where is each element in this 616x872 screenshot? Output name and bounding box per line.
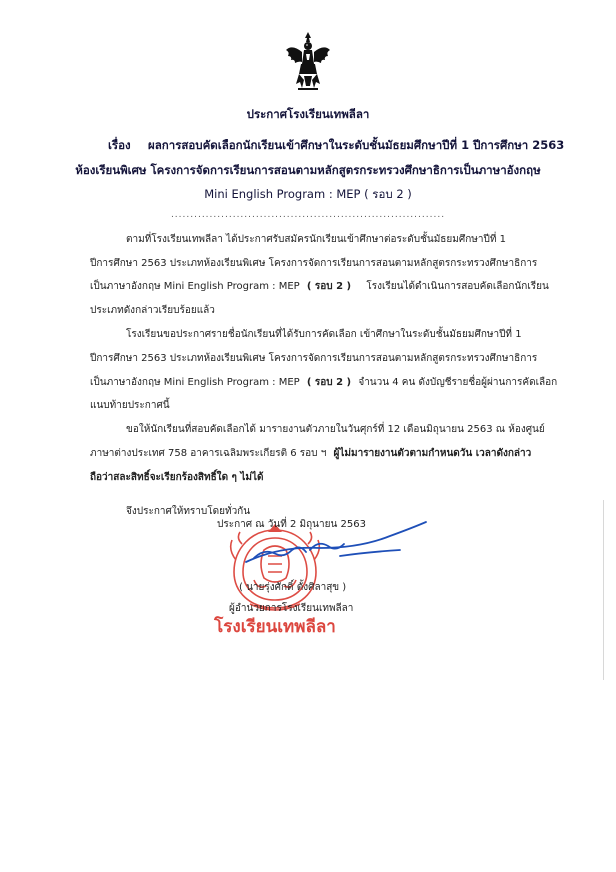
subject-line-1: ผลการสอบคัดเลือกนักเรียนเข้าศึกษาในระดับชั้นมัธยมศึกษาปีที่ 1 ปีการศึกษา 2563 bbox=[148, 138, 565, 152]
p2-line-3 bbox=[90, 375, 557, 390]
p2-line-3a: เป็นภาษาอังกฤษ Mini English Program : MEP bbox=[90, 377, 300, 388]
p3-line-1: ขอให้นักเรียนที่สอบคัดเลือกได้ มารายงานตัวภายในวันศุกร์ที่ 12 เดือนมิถุนายน 2563 ณ ห้องศูนย์ bbox=[126, 424, 545, 435]
p2-line-1: โรงเรียนขอประกาศรายชื่อนักเรียนที่ได้รับการคัดเลือก เข้าศึกษาในระดับชั้นมัธยมศึกษาปีที่ 1 bbox=[126, 329, 522, 340]
p2-line-2: ปีการศึกษา 2563 ประเภทห้องเรียนพิเศษ โครงการจัดการเรียนการสอนตามหลักสูตรกระทรวงศึกษาธิการ bbox=[90, 353, 538, 364]
p3-line-2a: ภาษาต่างประเทศ 758 อาคารเฉลิมพระเกียรติ 6 รอบ ฯ bbox=[90, 448, 327, 459]
director-position: ผู้อำนวยการโรงเรียนเทพลีลา bbox=[229, 603, 354, 614]
director-name: ( นายรุ่งศักดิ์ ตั้งศิลาสุข ) bbox=[239, 582, 347, 593]
closing-line: จึงประกาศให้ทราบโดยทั่วกัน bbox=[126, 506, 251, 517]
garuda-emblem-icon bbox=[284, 30, 332, 92]
p1-line-1: ตามที่โรงเรียนเทพลีลา ได้ประกาศรับสมัครนักเรียนเข้าศึกษาต่อระดับชั้นมัธยมศึกษาปีที่ 1 bbox=[126, 234, 506, 245]
p3-line-2 bbox=[90, 446, 531, 461]
page-edge-line bbox=[603, 500, 604, 680]
p2-line-4: แนบท้ายประกาศนี้ bbox=[90, 400, 170, 411]
p1-line-2: ปีการศึกษา 2563 ประเภทห้องเรียนพิเศษ โครงการจัดการเรียนการสอนตามหลักสูตรกระทรวงศึกษาธิการ bbox=[90, 258, 538, 269]
p3-line-3: ถือว่าสละสิทธิ์จะเรียกร้องสิทธิ์ใด ๆ ไม่ได้ bbox=[90, 472, 264, 483]
director-signature bbox=[240, 506, 430, 570]
p1-line-3 bbox=[90, 279, 549, 294]
announcement-title: ประกาศโรงเรียนเทพลีลา bbox=[246, 107, 370, 121]
subject-line-3: Mini English Program : MEP ( รอบ 2 ) bbox=[204, 187, 412, 201]
subject-line-2: ห้องเรียนพิเศษ โครงการจัดการเรียนการสอนตามหลักสูตรกระทรวงศึกษาธิการเป็นภาษาอังกฤษ bbox=[75, 163, 541, 177]
p3-deadline-warning: ผู้ไม่มารายงานตัวตามกำหนดวัน เวลาดังกล่าว bbox=[333, 448, 532, 459]
p1-line-3c: โรงเรียนได้ดำเนินการสอบคัดเลือกนักเรียน bbox=[366, 281, 549, 292]
p1-line-4: ประเภทดังกล่าวเรียบร้อยแล้ว bbox=[90, 305, 215, 316]
separator-dots: ....................................................................... bbox=[170, 210, 446, 220]
p2-line-3c: จำนวน 4 คน ดังบัญชีรายชื่อผู้ผ่านการคัดเลือก bbox=[358, 377, 558, 388]
p1-round: ( รอบ 2 ) bbox=[306, 281, 352, 292]
p2-round: ( รอบ 2 ) bbox=[306, 377, 352, 388]
announcement-date: ประกาศ ณ วันที่ 2 มิถุนายน 2563 bbox=[217, 519, 366, 530]
svg-text:โรงเรียนเทพลีลา: โรงเรียนเทพลีลา bbox=[214, 617, 336, 637]
p1-line-3a: เป็นภาษาอังกฤษ Mini English Program : MEP bbox=[90, 281, 300, 292]
subject-label: เรื่อง bbox=[108, 138, 131, 152]
